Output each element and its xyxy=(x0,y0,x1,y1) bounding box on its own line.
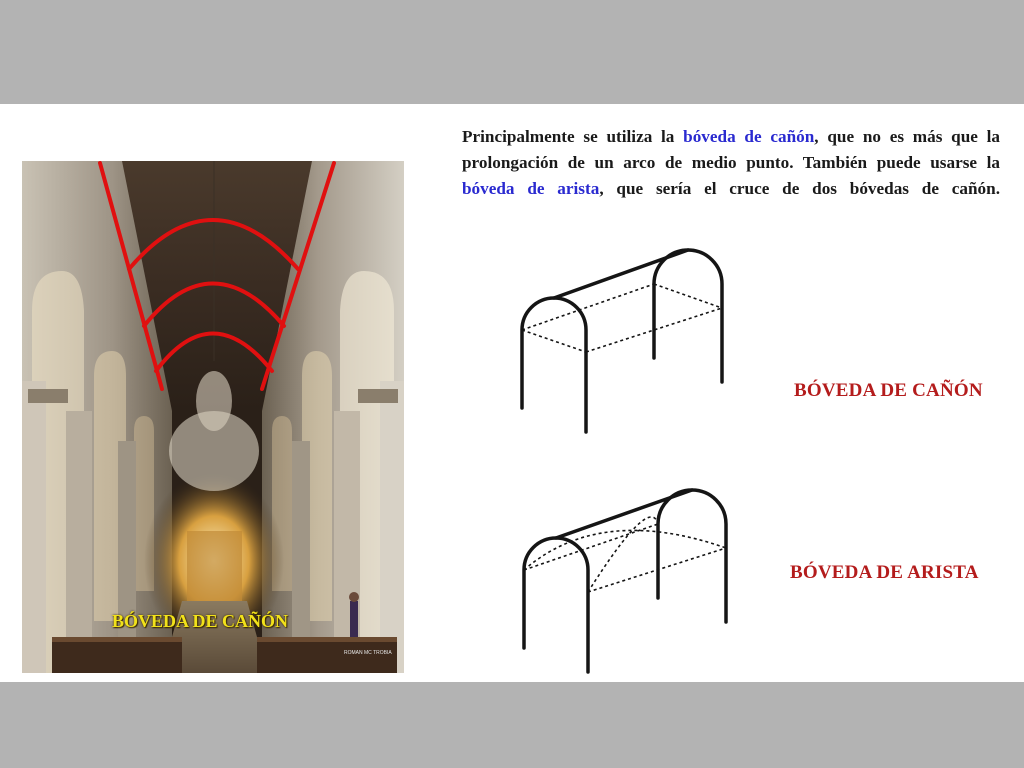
intro-text-1: Principalmente se utiliza la xyxy=(462,127,684,146)
intro-text-3: , que sería el cruce de dos bóvedas de cañón. xyxy=(599,179,1001,198)
slide xyxy=(0,104,1024,682)
photo-credit: ROMAN MC TROBIA xyxy=(344,650,392,656)
intro-paragraph xyxy=(462,124,1000,202)
cathedral-nave-photo xyxy=(22,161,404,673)
barrel-vault-diagram xyxy=(510,244,740,444)
intro-text-2: , que no es más que la prolongación de un arco de medio punto. También puede usarse la xyxy=(462,127,1000,172)
term-boveda-arista: bóveda de arista xyxy=(462,179,600,198)
groin-vault-diagram xyxy=(510,484,740,684)
term-boveda-canon: bóveda de cañón xyxy=(683,127,815,146)
caption-boveda-arista: BÓVEDA DE ARISTA xyxy=(790,562,979,583)
photo-caption: BÓVEDA DE CAÑÓN xyxy=(112,611,289,631)
caption-boveda-canon: BÓVEDA DE CAÑÓN xyxy=(794,380,983,401)
